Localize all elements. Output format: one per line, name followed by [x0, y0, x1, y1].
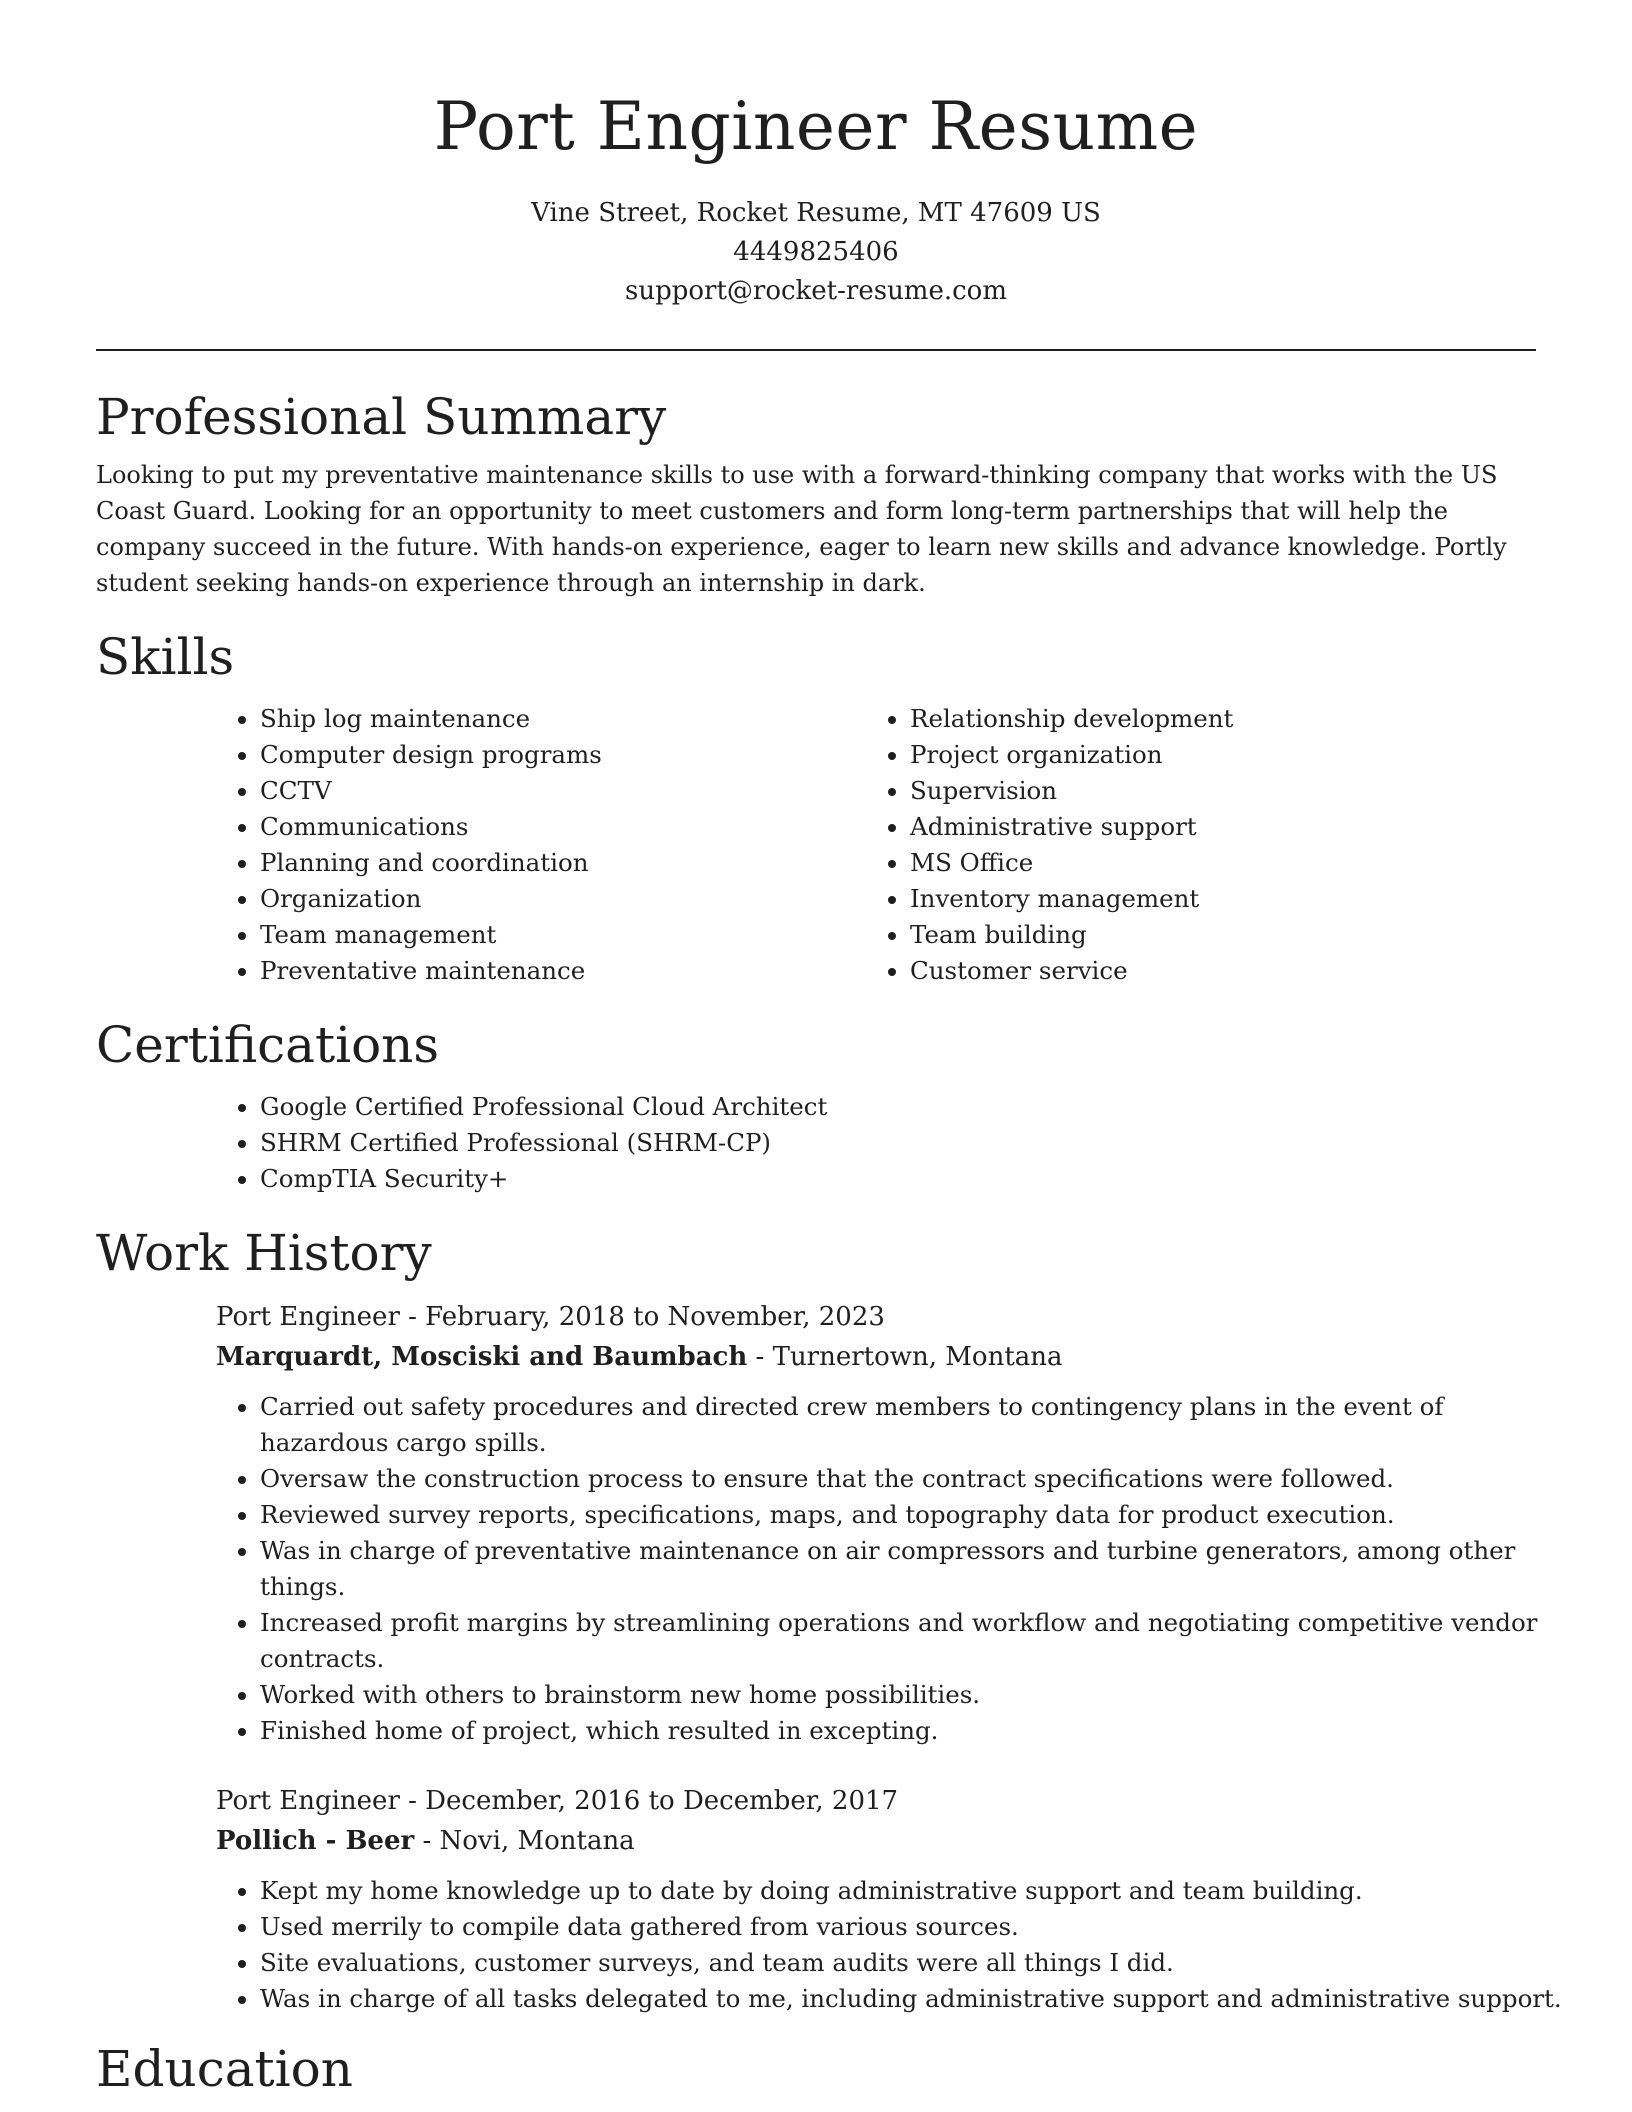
job-bullet: • Used merrily to compile data gathered from various sources. — [260, 1909, 1570, 1945]
skill-item: • Communications — [260, 809, 866, 845]
certification-item: • Google Certified Professional Cloud Architect — [260, 1089, 1536, 1125]
skill-item: • CCTV — [260, 773, 866, 809]
skill-item: • Planning and coordination — [260, 845, 866, 881]
job-bullet: • Oversaw the construction process to ensure that the contract specifications were followed. — [260, 1461, 1570, 1497]
skill-item: • Organization — [260, 881, 866, 917]
job-bullet: • Finished home of project, which resulted in excepting. — [260, 1713, 1570, 1749]
phone: 4449825406 — [733, 237, 899, 267]
job-bullet: • Carried out safety procedures and directed crew members to contingency plans in the event of hazardous cargo spills. — [260, 1389, 1570, 1461]
skill-item: • Team building — [910, 917, 1516, 953]
education-section — [96, 2039, 1536, 2099]
job-bullet: • Kept my home knowledge up to date by doing administrative support and team building. — [260, 1873, 1570, 1909]
header-divider — [96, 349, 1536, 351]
certification-item: • SHRM Certified Professional (SHRM-CP) — [260, 1125, 1536, 1161]
skills-list-right — [866, 701, 1516, 989]
certifications-section — [96, 1015, 1536, 1197]
certification-item: • CompTIA Security+ — [260, 1161, 1536, 1197]
job-company-line — [216, 1337, 1536, 1377]
job-title-line: Port Engineer - December, 2016 to December, 2017 — [216, 1786, 899, 1816]
skill-item: • Computer design programs — [260, 737, 866, 773]
skills-heading: Skills — [96, 628, 235, 686]
job-company-line — [216, 1821, 1536, 1861]
job-bullet: • Increased profit margins by streamlining operations and workflow and negotiating competitive vendor contracts. — [260, 1605, 1570, 1677]
job-bullets — [216, 1389, 1570, 1749]
job-location: - Novi, Montana — [414, 1826, 635, 1856]
summary-text: Looking to put my preventative maintenance skills to use with a forward-thinking company that works with the US Coast Guard. Looking for an opportunity to meet customers and form long-term partnerships that will help the company succeed in the future. With hands-on experience, eager to learn new skills and advance knowledge. Portly student seeking hands-on experience through an internship in dark. — [96, 461, 1507, 597]
skills-list-left — [216, 701, 866, 989]
skill-item: • MS Office — [910, 845, 1516, 881]
resume-title: Port Engineer Resume — [433, 88, 1199, 165]
work-history-section — [96, 1223, 1562, 2017]
skill-item: • Customer service — [910, 953, 1516, 989]
skill-item: • Ship log maintenance — [260, 701, 866, 737]
skills-section — [96, 627, 1536, 989]
job-bullet: • Was in charge of preventative maintenance on air compressors and turbine generators, among other things. — [260, 1533, 1570, 1605]
job-bullet: • Was in charge of all tasks delegated to me, including administrative support and administrative support. — [260, 1981, 1570, 2017]
skill-item: • Team management — [260, 917, 866, 953]
job-entry — [216, 1297, 1536, 1749]
company-name: Marquardt, Mosciski and Baumbach — [216, 1342, 748, 1372]
address: Vine Street, Rocket Resume, MT 47609 US — [531, 198, 1101, 228]
skills-columns — [216, 701, 1536, 989]
summary-heading: Professional Summary — [96, 388, 667, 446]
work-history-heading: Work History — [96, 1224, 432, 1282]
job-location: - Turnertown, Montana — [747, 1342, 1063, 1372]
contact-block — [96, 194, 1536, 311]
education-heading: Education — [96, 2040, 353, 2098]
skill-item: • Preventative maintenance — [260, 953, 866, 989]
certifications-heading: Certifications — [96, 1016, 440, 1074]
job-bullet: • Worked with others to brainstorm new home possibilities. — [260, 1677, 1570, 1713]
job-title-line: Port Engineer - February, 2018 to November, 2023 — [216, 1302, 885, 1332]
job-bullet: • Reviewed survey reports, specifications, maps, and topography data for product execution. — [260, 1497, 1570, 1533]
skill-item: • Project organization — [910, 737, 1516, 773]
resume-header — [96, 0, 1536, 311]
skills-column-right — [866, 701, 1516, 989]
email: support@rocket-resume.com — [624, 276, 1007, 306]
skill-item: • Relationship development — [910, 701, 1516, 737]
job-bullets — [216, 1873, 1570, 2017]
skill-item: • Supervision — [910, 773, 1516, 809]
job-entry — [216, 1781, 1562, 2017]
summary-section — [96, 387, 1536, 601]
skill-item: • Inventory management — [910, 881, 1516, 917]
resume-page — [96, 0, 1562, 2099]
job-bullet: • Site evaluations, customer surveys, and team audits were all things I did. — [260, 1945, 1570, 1981]
certifications-list — [216, 1089, 1536, 1197]
skills-column-left — [216, 701, 866, 989]
company-name: Pollich - Beer — [216, 1826, 415, 1856]
skill-item: • Administrative support — [910, 809, 1516, 845]
